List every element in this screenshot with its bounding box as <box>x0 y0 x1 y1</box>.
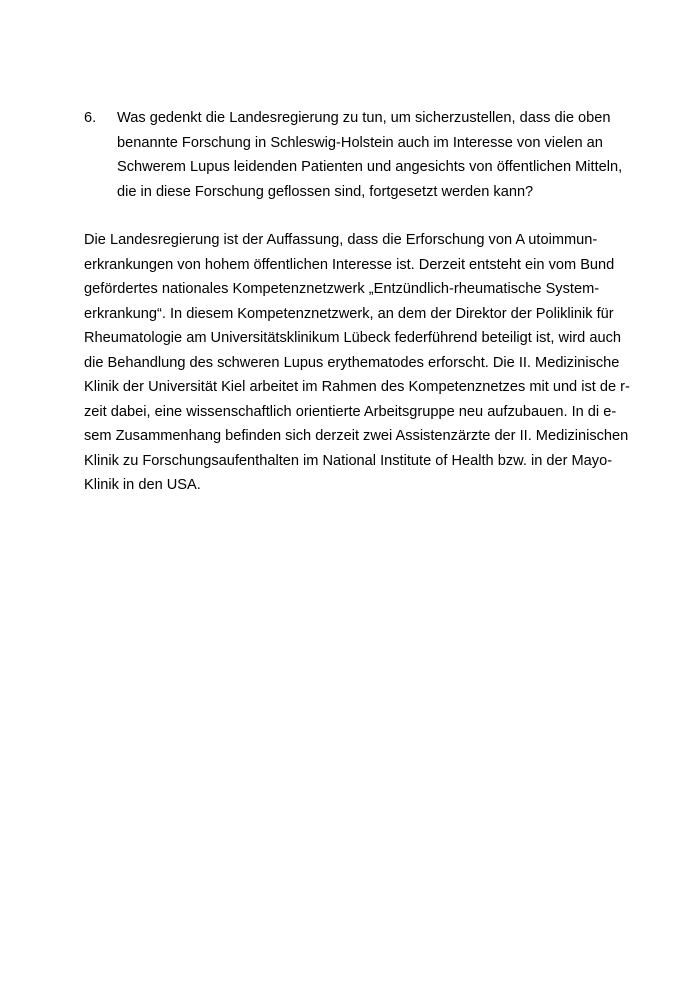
question-line: Schwerem Lupus leidenden Patienten und angesichts von öffentlichen Mitteln, <box>117 159 623 175</box>
answer-line: Die Landesregierung ist der Auffassung, dass die Erforschung von A utoimmun- <box>84 232 598 248</box>
answer-line: zeit dabei, eine wissenschaftlich orientierte Arbeitsgruppe neu aufzubauen. In di e- <box>84 403 617 420</box>
answer-line: erkrankung“. In diesem Kompetenznetzwerk, an dem der Direktor der Poliklinik für <box>84 305 614 322</box>
question-line: Was gedenkt die Landesregierung zu tun, um sicherzustellen, dass die oben <box>117 110 611 126</box>
question-text <box>117 106 623 204</box>
answer-line: Klinik der Universität Kiel arbeitet im Rahmen des Kompetenznetzes mit und ist de r- <box>84 379 630 395</box>
answer-line: sem Zusammenhang befinden sich derzeit zwei Assistenzärzte der II. Medizinischen <box>84 428 629 444</box>
answer-line: die Behandlung des schweren Lupus erythematodes erforscht. Die II. Medizinische <box>84 354 620 371</box>
answer-line: erkrankungen von hohem öffentlichen Interesse ist. Derzeit entsteht ein vom Bund <box>84 256 615 273</box>
answer-line: Klinik zu Forschungsaufenthalten im National Institute of Health bzw. in der Mayo- <box>84 452 613 469</box>
question-line: die in diese Forschung geflossen sind, fortgesetzt werden kann? <box>117 183 534 200</box>
answer-line: Rheumatologie am Universitätsklinikum Lübeck federführend beteiligt ist, wird auch <box>84 330 621 346</box>
question-number: 6. <box>84 110 97 126</box>
answer-line: Klinik in den USA. <box>84 477 201 493</box>
question-line: benannte Forschung in Schleswig-Holstein auch im Interesse von vielen an <box>117 134 603 151</box>
answer-paragraph <box>84 228 630 498</box>
answer-line: gefördertes nationales Kompetenznetzwerk „Entzündlich-rheumatische System- <box>84 281 600 297</box>
